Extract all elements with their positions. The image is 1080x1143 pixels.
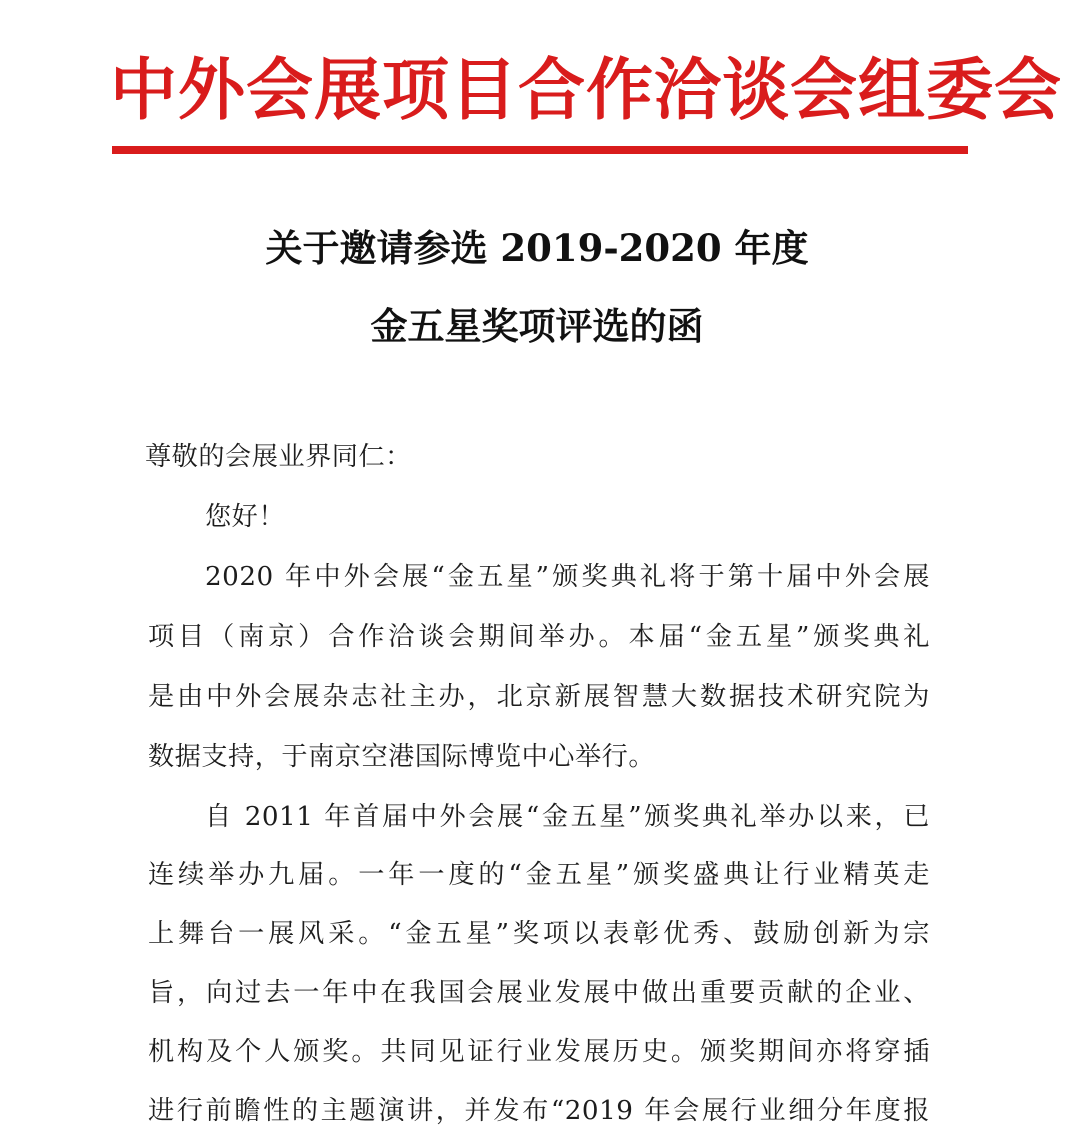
paragraph-line: 旨，向过去一年中在我国会展业发展中做出重要贡献的企业、 — [148, 978, 930, 1008]
paragraph-line: 自 2011 年首届中外会展“金五星”颁奖典礼举办以来，已 — [205, 802, 930, 832]
header-red-rule — [112, 146, 968, 154]
paragraph-line: 数据支持，于南京空港国际博览中心举行。 — [148, 742, 656, 772]
paragraph-line: 项目（南京）合作洽谈会期间举办。本届“金五星”颁奖典礼 — [148, 622, 930, 652]
greeting: 您好！ — [205, 502, 286, 532]
paragraph-line: 机构及个人颁奖。共同见证行业发展历史。颁奖期间亦将穿插 — [148, 1037, 930, 1067]
letter-title-line-2: 金五星奖项评选的函 — [370, 304, 704, 348]
paragraph-line: 上舞台一展风采。“金五星”奖项以表彰优秀、鼓励创新为宗 — [148, 919, 930, 949]
paragraph-line: 连续举办九届。一年一度的“金五星”颁奖盛典让行业精英走 — [148, 860, 930, 890]
paragraph-line: 是由中外会展杂志社主办，北京新展智慧大数据技术研究院为 — [148, 682, 930, 712]
letter-title-line-1: 关于邀请参选 2019-2020 年度 — [265, 226, 809, 270]
salutation: 尊敬的会展业界同仁： — [145, 442, 412, 472]
organization-header: 中外会展项目合作洽谈会组委会 — [110, 51, 1062, 129]
paragraph-line: 2020 年中外会展“金五星”颁奖典礼将于第十届中外会展 — [205, 562, 930, 592]
paragraph-line: 进行前瞻性的主题演讲，并发布“2019 年会展行业细分年度报 — [148, 1096, 930, 1126]
